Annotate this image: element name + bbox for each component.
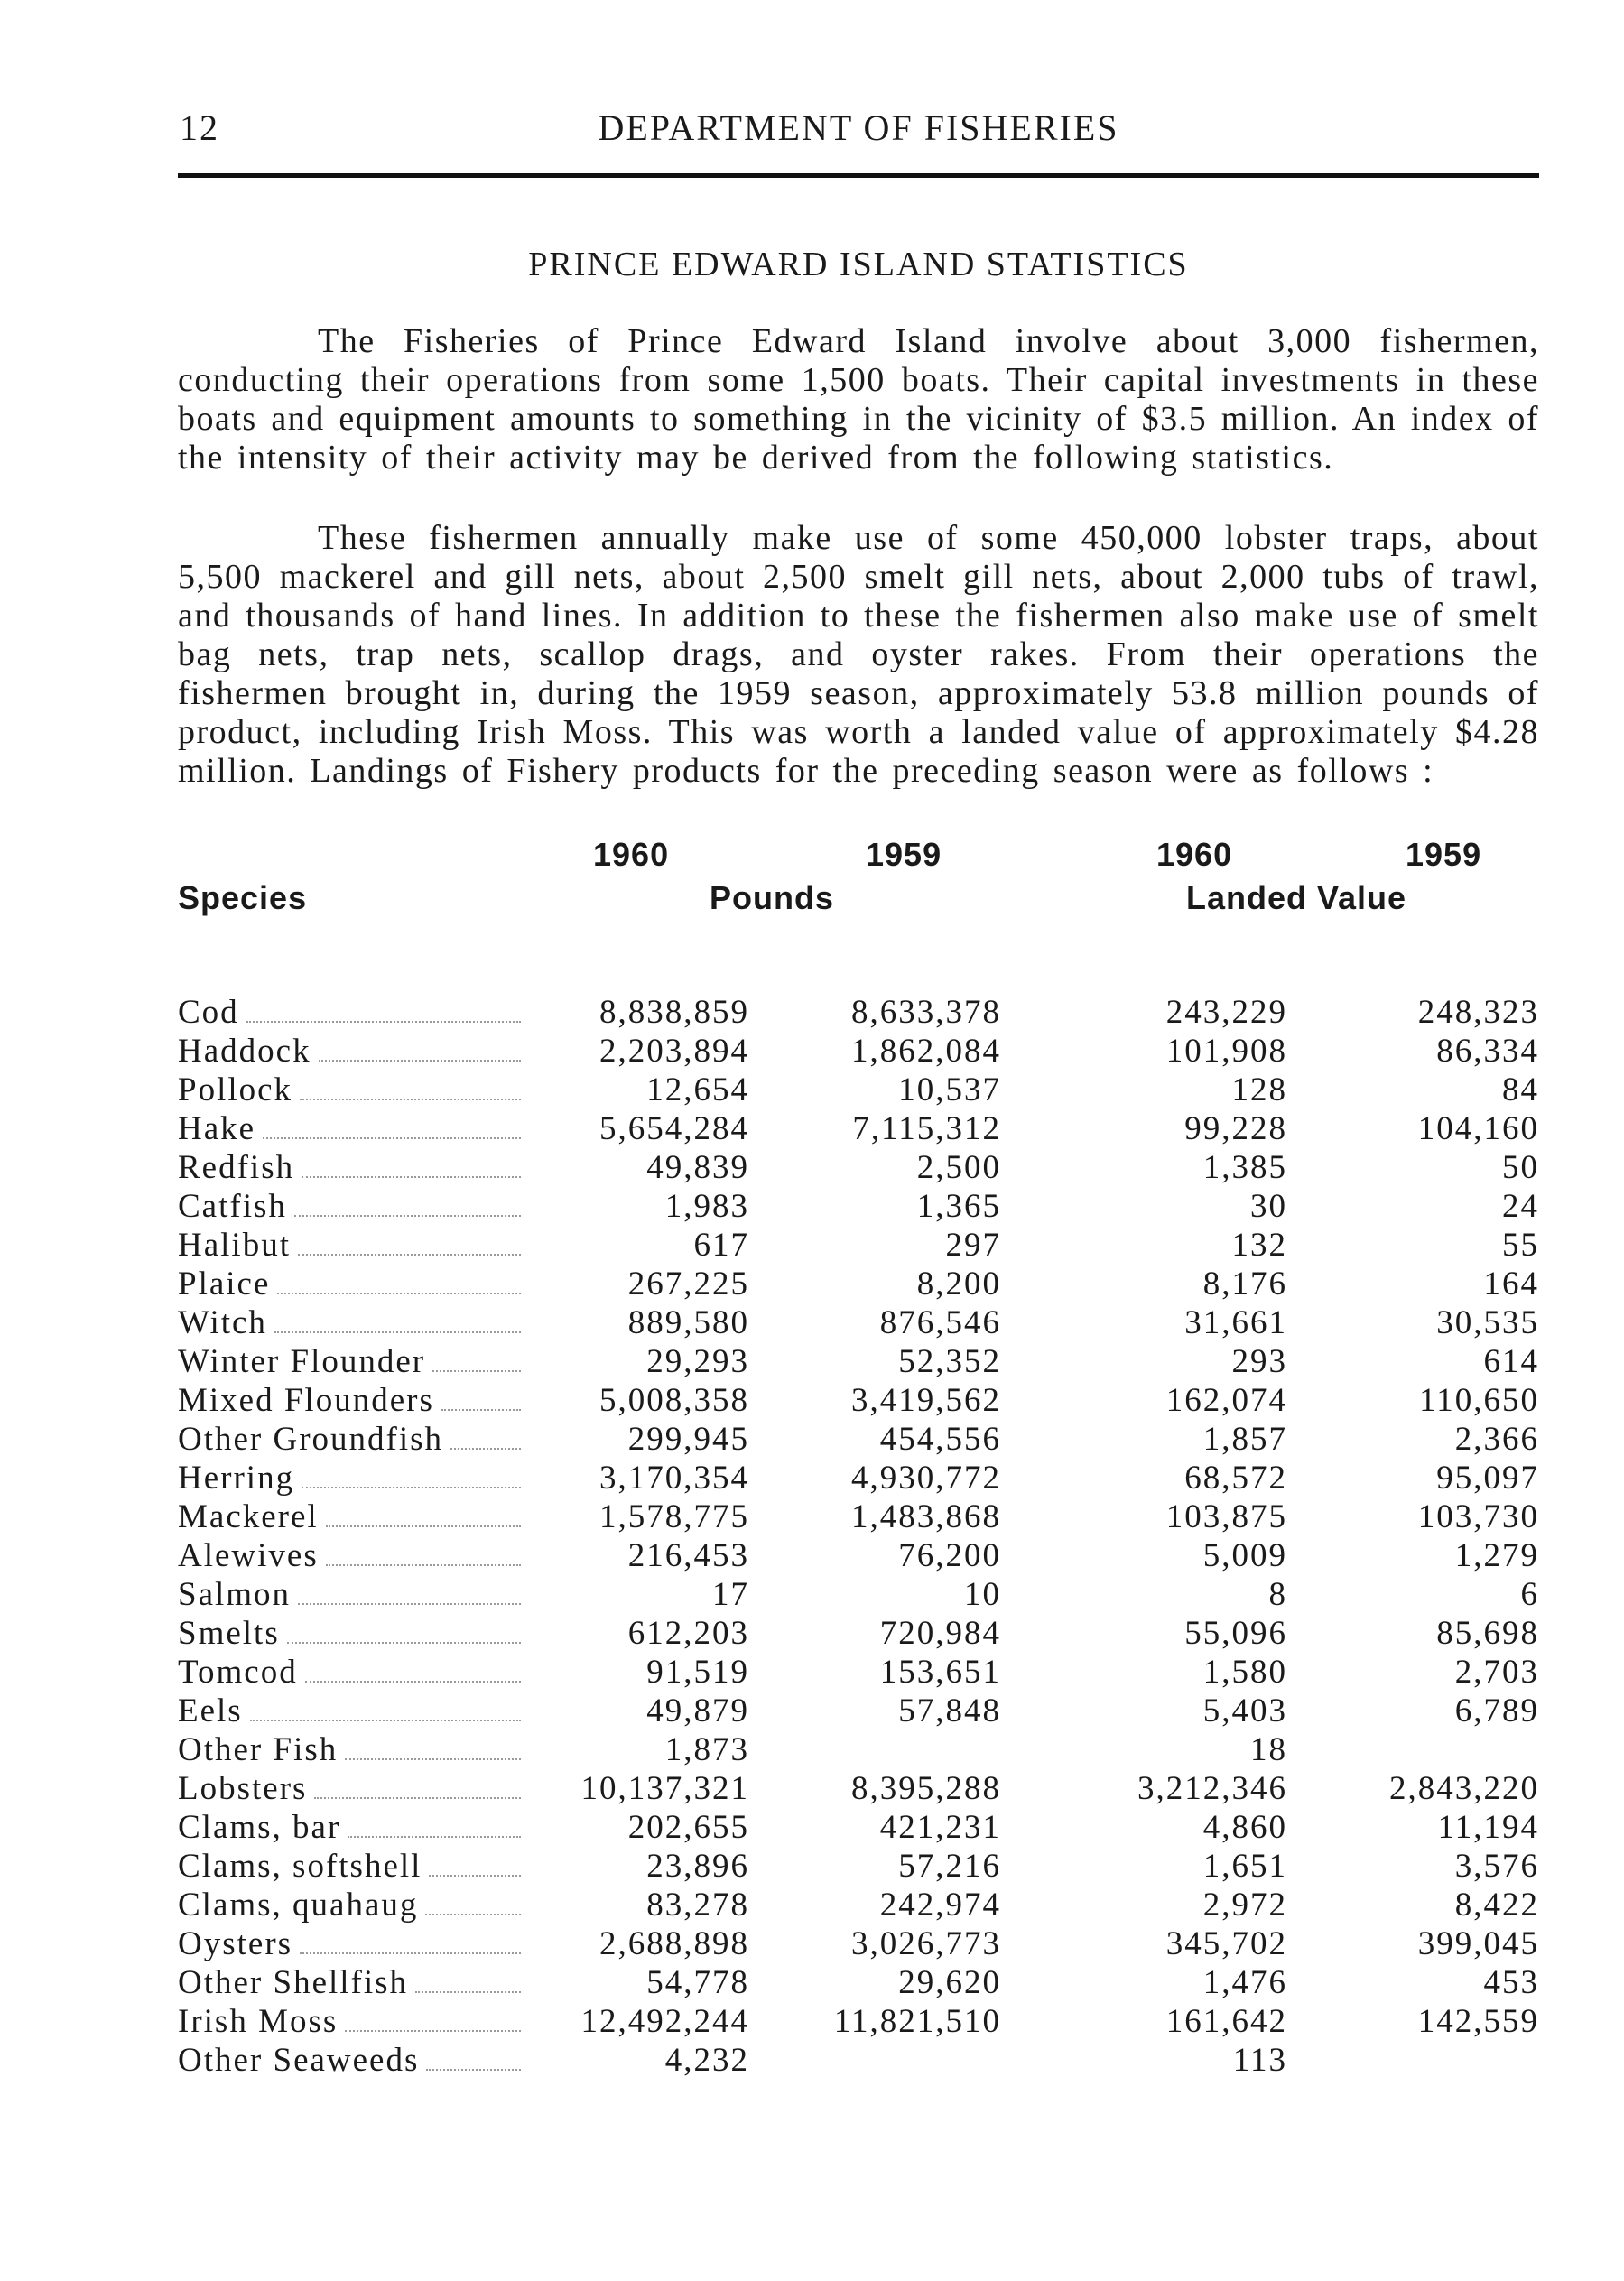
dot-leader [425,1888,521,1915]
table-row [178,2041,1539,2080]
table-row [178,2002,1539,2041]
species-cell [178,1381,521,1420]
pounds-1959-cell: 1,365 [916,1188,1001,1225]
species-name: Salmon [178,1576,292,1613]
pounds-1960-cell: 29,293 [646,1343,749,1380]
value-1959-cell: 103,730 [1417,1498,1539,1535]
pounds-1960-cell: 299,945 [627,1421,749,1458]
table-row [178,1226,1539,1265]
table-row [178,1109,1539,1148]
species-cell [178,1653,521,1692]
value-1960-cell: 31,661 [1184,1304,1287,1341]
header-species: Species [178,879,308,916]
dot-leader [314,1772,521,1799]
pounds-1960-cell: 49,879 [646,1692,749,1729]
value-1960-cell: 8 [1268,1576,1287,1613]
species-cell [178,1730,521,1769]
species-name: Herring [178,1460,295,1497]
pounds-1960-cell: 1,983 [664,1188,749,1225]
dot-leader [326,1539,521,1566]
table-row [178,1653,1539,1692]
value-1959-cell: 55 [1502,1227,1539,1264]
dot-leader [415,1966,521,1993]
species-name: Witch [178,1304,267,1341]
species-cell [178,1692,521,1730]
pounds-1960-cell: 1,578,775 [599,1498,749,1535]
pounds-1960-cell: 23,896 [646,1848,749,1885]
value-1959-cell: 399,045 [1417,1925,1539,1962]
species-name: Other Groundfish [178,1421,444,1458]
species-cell [178,1032,521,1071]
table-row [178,1730,1539,1769]
species-cell [178,1614,521,1653]
table-row [178,1536,1539,1575]
species-cell [178,1071,521,1109]
value-1960-cell: 8,176 [1202,1266,1287,1303]
species-cell [178,1148,521,1187]
value-1960-cell: 161,642 [1165,2003,1287,2040]
value-1959-cell: 86,334 [1436,1033,1539,1070]
pounds-1960-cell: 83,278 [646,1887,749,1924]
table-row [178,1459,1539,1497]
dot-leader [298,1578,521,1605]
species-cell [178,1459,521,1497]
species-name: Other Shellfish [178,1964,409,2001]
value-1960-cell: 55,096 [1184,1615,1287,1652]
header-1960-value: 1960 [1156,836,1233,873]
species-name: Mackerel [178,1498,319,1535]
table-row [178,1497,1539,1536]
value-1960-cell: 1,580 [1202,1654,1287,1691]
dot-leader [302,1151,521,1178]
species-name: Eels [178,1692,243,1729]
species-cell [178,1575,521,1614]
table-row [178,1381,1539,1420]
species-name: Haddock [178,1033,311,1070]
value-1960-cell: 1,476 [1202,1964,1287,2001]
pounds-1959-cell: 10 [964,1576,1001,1613]
table-row [178,1769,1539,1808]
species-cell [178,1303,521,1342]
value-1960-cell: 1,385 [1202,1149,1287,1186]
value-1960-cell: 5,009 [1202,1537,1287,1574]
value-1959-cell: 24 [1502,1188,1539,1225]
dot-leader [263,1112,521,1139]
species-name: Cod [178,994,239,1031]
pounds-1960-cell: 8,838,859 [599,994,749,1031]
pounds-1959-cell: 3,026,773 [851,1925,1001,1962]
species-name: Pollock [178,1071,293,1108]
value-1960-cell: 1,857 [1202,1421,1287,1458]
header-1959-value: 1959 [1406,836,1482,873]
value-1960-cell: 128 [1231,1071,1287,1108]
value-1959-cell: 50 [1502,1149,1539,1186]
header-landed-value: Landed Value [1186,879,1407,916]
value-1959-cell: 95,097 [1436,1460,1539,1497]
species-name: Tomcod [178,1654,298,1691]
species-name: Alewives [178,1537,319,1574]
table-row [178,993,1539,1032]
pounds-1959-cell: 2,500 [916,1149,1001,1186]
value-1959-cell: 8,422 [1454,1887,1539,1924]
species-name: Oysters [178,1925,293,1962]
table-row [178,1148,1539,1187]
table-row [178,1342,1539,1381]
value-1959-cell: 142,559 [1417,2003,1539,2040]
table-row [178,1265,1539,1303]
pounds-1960-cell: 4,232 [664,2042,749,2079]
pounds-1959-cell: 7,115,312 [852,1110,1001,1147]
value-1959-cell: 2,366 [1454,1421,1539,1458]
header-title: DEPARTMENT OF FISHERIES [598,107,1119,148]
species-cell [178,1536,521,1575]
pounds-1960-cell: 10,137,321 [580,1770,749,1807]
pounds-1960-cell: 617 [693,1227,749,1264]
pounds-1960-cell: 12,654 [646,1071,749,1108]
species-cell [178,1847,521,1886]
pounds-1960-cell: 889,580 [627,1304,749,1341]
pounds-1960-cell: 3,170,354 [599,1460,749,1497]
pounds-1959-cell: 76,200 [898,1537,1001,1574]
value-1959-cell: 6,789 [1454,1692,1539,1729]
value-1960-cell: 243,229 [1165,994,1287,1031]
value-1960-cell: 345,702 [1165,1925,1287,1962]
species-name: Clams, bar [178,1809,341,1846]
value-1960-cell: 3,212,346 [1137,1770,1287,1807]
value-1959-cell: 2,703 [1454,1654,1539,1691]
pounds-1959-cell: 10,537 [898,1071,1001,1108]
dot-leader [319,1034,521,1062]
pounds-1959-cell: 57,848 [898,1692,1001,1729]
value-1959-cell: 1,279 [1454,1537,1539,1574]
species-cell [178,1342,521,1381]
table-row [178,1071,1539,1109]
species-name: Lobsters [178,1770,308,1807]
pounds-1959-cell: 1,483,868 [851,1498,1001,1535]
species-name: Other Seaweeds [178,2042,420,2079]
dot-leader [429,1850,521,1877]
pounds-1959-cell: 8,633,378 [851,994,1001,1031]
value-1960-cell: 18 [1250,1731,1287,1768]
species-cell [178,1769,521,1808]
species-cell [178,1924,521,1963]
pounds-1960-cell: 267,225 [627,1266,749,1303]
running-header [178,99,1539,153]
dot-leader [277,1267,521,1294]
value-1960-cell: 1,651 [1202,1848,1287,1885]
table-row [178,1808,1539,1847]
pounds-1959-cell: 876,546 [879,1304,1001,1341]
species-cell [178,1963,521,2002]
pounds-1960-cell: 202,655 [627,1809,749,1846]
species-cell [178,993,521,1032]
intro-paragraph: The Fisheries of Prince Edward Island involve about 3,000 fishermen, conducting their operations from some 1,500 boats. Their capital investments in these boats and equipment amounts to something in the vicinity of $3.5 million. An index of the intensity of their activity may be derived from the following statistics. [178,322,1539,477]
value-1960-cell: 30 [1250,1188,1287,1225]
species-name: Hake [178,1110,256,1147]
dot-leader [246,996,521,1023]
pounds-1960-cell: 17 [712,1576,749,1613]
value-1959-cell: 104,160 [1417,1110,1539,1147]
dot-leader [345,1733,521,1760]
pounds-1960-cell: 216,453 [627,1537,749,1574]
dot-leader [345,2005,521,2032]
table-row [178,1963,1539,2002]
species-cell [178,1886,521,1924]
table-row [178,1692,1539,1730]
value-1960-cell: 162,074 [1165,1382,1287,1419]
pounds-1960-cell: 612,203 [627,1615,749,1652]
species-cell [178,1265,521,1303]
pounds-1959-cell: 1,862,084 [851,1033,1001,1070]
value-1959-cell: 11,194 [1437,1809,1539,1846]
species-cell [178,1226,521,1265]
value-1959-cell: 2,843,220 [1389,1770,1539,1807]
dot-leader [305,1655,521,1683]
dot-leader [300,1073,521,1100]
table-row [178,1614,1539,1653]
species-cell [178,1420,521,1459]
dot-leader [326,1500,521,1527]
dot-leader [348,1811,521,1838]
dot-leader [298,1229,521,1256]
value-1959-cell: 84 [1502,1071,1539,1108]
dot-leader [432,1345,521,1372]
species-cell [178,1187,521,1226]
document-page [178,99,1539,2080]
pounds-1960-cell: 49,839 [646,1149,749,1186]
table-row [178,1420,1539,1459]
value-1959-cell: 614 [1483,1343,1539,1380]
table-row [178,1303,1539,1342]
header-pounds: Pounds [710,879,834,916]
dot-leader [250,1694,521,1721]
table-row [178,1187,1539,1226]
header-1960-pounds: 1960 [593,836,670,873]
species-cell [178,2041,521,2080]
value-1960-cell: 103,875 [1165,1498,1287,1535]
pounds-1959-cell: 421,231 [879,1809,1001,1846]
pounds-1959-cell: 4,930,772 [851,1460,1001,1497]
value-1959-cell: 6 [1520,1576,1539,1613]
value-1959-cell: 85,698 [1436,1615,1539,1652]
species-name: Halibut [178,1227,291,1264]
dot-leader [302,1461,521,1488]
value-1959-cell: 248,323 [1417,994,1539,1031]
dot-leader [294,1190,521,1217]
species-name: Mixed Flounders [178,1382,434,1419]
value-1960-cell: 101,908 [1165,1033,1287,1070]
pounds-1959-cell: 29,620 [898,1964,1001,2001]
table-row [178,1575,1539,1614]
pounds-1960-cell: 5,654,284 [599,1110,749,1147]
species-name: Clams, quahaug [178,1887,419,1924]
value-1960-cell: 113 [1232,2042,1287,2079]
pounds-1959-cell: 720,984 [879,1615,1001,1652]
landings-table [178,993,1539,2080]
value-1960-cell: 5,403 [1202,1692,1287,1729]
species-name: Catfish [178,1188,287,1225]
value-1959-cell: 3,576 [1454,1848,1539,1885]
dot-leader [287,1617,521,1644]
species-name: Clams, softshell [178,1848,422,1885]
value-1960-cell: 99,228 [1184,1110,1287,1147]
equipment-paragraph: These fishermen annually make use of some 450,000 lobster traps, about 5,500 mackerel and gill nets, about 2,500 smelt gill nets, about 2,000 tubs of trawl, and thousands of hand lines. In addition to these the fishermen also make use of smelt bag nets, trap nets, scallop drags, and oyster rakes. From their operations the fishermen brought in, during the 1959 season, approximately 53.8 million pounds of product, including Irish Moss. This was worth a landed value of approximately $4.28 million. Landings of Fishery products for the preceding season were as follows : [178,519,1539,790]
value-1960-cell: 4,860 [1202,1809,1287,1846]
pounds-1960-cell: 1,873 [664,1731,749,1768]
header-1959-pounds: 1959 [866,836,942,873]
dot-leader [274,1306,521,1333]
pounds-1959-cell: 3,419,562 [851,1382,1001,1419]
pounds-1959-cell: 52,352 [898,1343,1001,1380]
value-1959-cell: 164 [1483,1266,1539,1303]
dot-leader [450,1423,521,1450]
species-name: Plaice [178,1266,271,1303]
pounds-1960-cell: 2,688,898 [599,1925,749,1962]
species-name: Winter Flounder [178,1343,426,1380]
pounds-1960-cell: 2,203,894 [599,1033,749,1070]
value-1960-cell: 68,572 [1184,1460,1287,1497]
pounds-1959-cell: 8,395,288 [851,1770,1001,1807]
pounds-1959-cell: 454,556 [879,1421,1001,1458]
section-title: PRINCE EDWARD ISLAND STATISTICS [528,246,1189,283]
species-cell [178,1109,521,1148]
value-1960-cell: 132 [1231,1227,1287,1264]
dot-leader [300,1927,521,1954]
value-1959-cell: 453 [1483,1964,1539,2001]
pounds-1959-cell: 242,974 [879,1887,1001,1924]
pounds-1959-cell: 153,651 [879,1654,1001,1691]
value-1959-cell: 30,535 [1436,1304,1539,1341]
species-cell [178,1497,521,1536]
value-1960-cell: 293 [1231,1343,1287,1380]
header-rule [178,173,1539,178]
table-row [178,1032,1539,1071]
pounds-1960-cell: 12,492,244 [580,2003,749,2040]
dot-leader [441,1384,521,1411]
table-row [178,1847,1539,1886]
table-row [178,1924,1539,1963]
pounds-1960-cell: 91,519 [646,1654,749,1691]
pounds-1959-cell: 8,200 [916,1266,1001,1303]
species-name: Irish Moss [178,2003,339,2040]
pounds-1960-cell: 54,778 [646,1964,749,2001]
species-name: Smelts [178,1615,280,1652]
pounds-1959-cell: 297 [945,1227,1001,1264]
pounds-1959-cell: 11,821,510 [833,2003,1001,2040]
pounds-1960-cell: 5,008,358 [599,1382,749,1419]
species-cell [178,1808,521,1847]
value-1959-cell: 110,650 [1419,1382,1539,1419]
value-1960-cell: 2,972 [1202,1887,1287,1924]
species-cell [178,2002,521,2041]
table-header [178,836,1539,923]
pounds-1959-cell: 57,216 [898,1848,1001,1885]
page-number: 12 [180,107,219,148]
species-name: Redfish [178,1149,295,1186]
dot-leader [426,2044,521,2071]
table-row [178,1886,1539,1924]
species-name: Other Fish [178,1731,339,1768]
